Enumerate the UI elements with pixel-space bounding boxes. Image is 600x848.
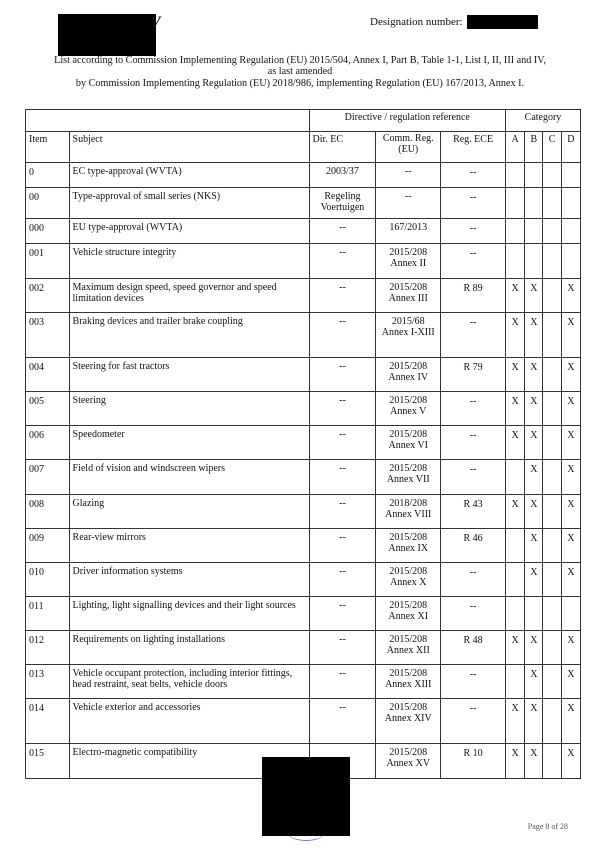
category-d-cell: X [561,460,580,495]
reg-ece-cell: -- [441,392,506,426]
table-row [26,495,581,529]
category-a-cell [505,188,524,219]
item-number-cell: 006 [26,426,70,460]
item-number-cell: 0 [26,163,70,188]
category-a-cell: X [505,495,524,529]
subject-cell: EC type-approval (WVTA) [69,163,309,188]
category-a-cell: X [505,744,524,779]
table-row [26,460,581,495]
subject-cell: Speedometer [69,426,309,460]
category-b-cell [525,597,543,631]
item-number-cell: 005 [26,392,70,426]
category-d-cell: X [561,744,580,779]
category-d-cell [561,244,580,279]
comm-reg-cell: 2015/208 Annex VI [376,426,441,460]
category-c-cell [543,563,561,597]
table-row [26,699,581,744]
category-d-cell [561,597,580,631]
category-d-cell: X [561,313,580,358]
table-row [26,597,581,631]
item-number-cell: 009 [26,529,70,563]
category-b-cell [525,163,543,188]
category-d-header: D [561,132,580,163]
category-d-cell [561,219,580,244]
comm-reg-cell: -- [376,163,441,188]
comm-reg-cell: 2015/208 Annex VII [376,460,441,495]
category-d-cell: X [561,529,580,563]
category-c-cell [543,529,561,563]
comm-reg-cell: 2015/208 Annex IX [376,529,441,563]
category-a-cell [505,460,524,495]
category-b-cell: X [525,529,543,563]
table-row [26,392,581,426]
category-group-header: Category [505,110,580,132]
category-a-cell [505,163,524,188]
regulation-table [25,109,581,779]
reg-ece-cell: R 43 [441,495,506,529]
comm-reg-cell: -- [376,188,441,219]
reg-ece-cell: -- [441,665,506,699]
reg-ece-cell: -- [441,163,506,188]
category-a-cell [505,244,524,279]
logo-fragment: V [150,14,161,31]
category-d-cell: X [561,563,580,597]
subject-cell: Rear-view mirrors [69,529,309,563]
dir-ec-cell: -- [309,563,376,597]
reg-ece-cell: -- [441,460,506,495]
item-number-cell: 000 [26,219,70,244]
item-number-cell: 012 [26,631,70,665]
category-a-header: A [505,132,524,163]
category-c-cell [543,244,561,279]
dir-ec-cell: -- [309,392,376,426]
category-d-cell: X [561,699,580,744]
dir-ec-cell: 2003/37 [309,163,376,188]
item-number-cell: 015 [26,744,70,779]
category-c-cell [543,358,561,392]
category-d-cell [561,163,580,188]
heading-line-1: List according to Commission Implementing Regulation (EU) 2015/504, Annex I, Part B, Table 1-1, List I, II, III and IV, [54,55,546,66]
category-a-cell: X [505,699,524,744]
category-a-cell [505,563,524,597]
table-row [26,163,581,188]
subject-cell: Requirements on lighting installations [69,631,309,665]
category-c-cell [543,163,561,188]
category-b-cell: X [525,279,543,313]
comm-reg-cell: 2018/208 Annex VIII [376,495,441,529]
category-d-cell: X [561,665,580,699]
reg-ece-cell: R 48 [441,631,506,665]
subject-cell: Glazing [69,495,309,529]
table-row [26,244,581,279]
category-b-cell: X [525,460,543,495]
subject-cell: Vehicle exterior and accessories [69,699,309,744]
category-b-cell [525,244,543,279]
category-d-cell: X [561,279,580,313]
comm-reg-cell: 2015/208 Annex II [376,244,441,279]
category-a-cell [505,529,524,563]
item-number-cell: 00 [26,188,70,219]
category-d-cell: X [561,358,580,392]
subject-cell: Driver information systems [69,563,309,597]
category-c-cell [543,699,561,744]
subject-cell: Braking devices and trailer brake coupling [69,313,309,358]
category-b-cell: X [525,495,543,529]
page-number: Page 8 of 28 [527,822,568,831]
comm-reg-cell: 2015/68 Annex I-XIII [376,313,441,358]
category-a-cell: X [505,358,524,392]
comm-reg-cell: 2015/208 Annex III [376,279,441,313]
blank-header-cell [26,110,310,132]
category-c-cell [543,495,561,529]
category-a-cell [505,219,524,244]
reg-ece-cell: -- [441,597,506,631]
dir-ec-cell: -- [309,665,376,699]
category-c-cell [543,460,561,495]
item-number-cell: 002 [26,279,70,313]
subject-cell: EU type-approval (WVTA) [69,219,309,244]
category-b-cell [525,219,543,244]
table-row [26,219,581,244]
redacted-logo [58,14,156,56]
table-row [26,279,581,313]
table-row [26,563,581,597]
item-number-cell: 013 [26,665,70,699]
category-d-cell: X [561,426,580,460]
dir-ec-cell: -- [309,529,376,563]
subject-cell: Electro-magnetic compatibility [69,744,309,779]
comm-reg-cell: 2015/208 Annex V [376,392,441,426]
document-heading [22,55,578,89]
category-a-cell: X [505,313,524,358]
table-row [26,665,581,699]
reg-ece-cell: R 89 [441,279,506,313]
item-number-cell: 004 [26,358,70,392]
category-a-cell [505,665,524,699]
reg-ece-cell: -- [441,313,506,358]
dir-ec-cell: -- [309,426,376,460]
dir-ec-cell: -- [309,597,376,631]
reg-ece-cell: -- [441,244,506,279]
category-b-cell: X [525,699,543,744]
dir-ec-cell: -- [309,313,376,358]
table-row [26,529,581,563]
category-b-cell: X [525,665,543,699]
category-c-cell [543,631,561,665]
dir-ec-cell: -- [309,219,376,244]
reg-ece-cell: -- [441,188,506,219]
table-row [26,358,581,392]
table-row [26,188,581,219]
category-c-cell [543,279,561,313]
reference-group-header: Directive / regulation reference [309,110,505,132]
reg-ece-cell: -- [441,563,506,597]
item-number-cell: 008 [26,495,70,529]
column-header-row [26,132,581,163]
category-c-cell [543,426,561,460]
table-row [26,313,581,358]
category-d-cell [561,188,580,219]
category-c-cell [543,219,561,244]
category-a-cell: X [505,631,524,665]
comm-reg-cell: 2015/208 Annex XIII [376,665,441,699]
category-b-cell: X [525,392,543,426]
category-d-cell: X [561,631,580,665]
category-d-cell: X [561,392,580,426]
redacted-signature [262,757,350,836]
category-a-cell: X [505,426,524,460]
dir-ec-cell: -- [309,699,376,744]
category-c-cell [543,188,561,219]
item-column-header: Item [26,132,70,163]
reg-ece-cell: R 10 [441,744,506,779]
dir-ec-cell: -- [309,244,376,279]
subject-cell: Steering for fast tractors [69,358,309,392]
comm-reg-cell: 2015/208 Annex X [376,563,441,597]
dir-ec-cell: -- [309,358,376,392]
subject-cell: Vehicle occupant protection, including interior fittings, head restraint, seat belts, vehicle doors [69,665,309,699]
comm-reg-cell: 167/2013 [376,219,441,244]
reg-ece-column-header: Reg. ECE [441,132,506,163]
dir-ec-cell: -- [309,495,376,529]
designation-number-label: Designation number: [370,16,463,28]
item-number-cell: 001 [26,244,70,279]
heading-line-2: as last amended [267,66,333,78]
category-b-cell [525,188,543,219]
category-b-header: B [525,132,543,163]
dir-ec-cell: -- [309,460,376,495]
comm-reg-cell: 2015/208 Annex IV [376,358,441,392]
subject-cell: Steering [69,392,309,426]
reg-ece-cell: R 79 [441,358,506,392]
category-b-cell: X [525,313,543,358]
redacted-designation-number [467,15,538,29]
reg-ece-cell: R 46 [441,529,506,563]
category-a-cell: X [505,392,524,426]
subject-cell: Vehicle structure integrity [69,244,309,279]
comm-reg-cell: 2015/208 Annex XV [376,744,441,779]
subject-cell: Maximum design speed, speed governor and speed limitation devices [69,279,309,313]
category-c-cell [543,597,561,631]
category-a-cell: X [505,279,524,313]
reg-ece-cell: -- [441,699,506,744]
category-c-cell [543,744,561,779]
dir-ec-column-header: Dir. EC [309,132,376,163]
comm-reg-cell: 2015/208 Annex XII [376,631,441,665]
category-b-cell: X [525,631,543,665]
item-number-cell: 007 [26,460,70,495]
stamp-edge [288,826,324,841]
table-row [26,631,581,665]
category-d-cell: X [561,495,580,529]
category-c-cell [543,665,561,699]
comm-reg-column-header: Comm. Reg. (EU) [376,132,441,163]
subject-cell: Type-approval of small series (NKS) [69,188,309,219]
reg-ece-cell: -- [441,426,506,460]
category-b-cell: X [525,563,543,597]
category-b-cell: X [525,744,543,779]
category-c-cell [543,313,561,358]
subject-cell: Lighting, light signalling devices and their light sources [69,597,309,631]
category-a-cell [505,597,524,631]
comm-reg-cell: 2015/208 Annex XIV [376,699,441,744]
subject-cell: Field of vision and windscreen wipers [69,460,309,495]
dir-ec-cell: Regeling Voertuigen [309,188,376,219]
item-number-cell: 011 [26,597,70,631]
category-b-cell: X [525,426,543,460]
item-number-cell: 003 [26,313,70,358]
subject-column-header: Subject [69,132,309,163]
category-c-cell [543,392,561,426]
group-header-row [26,110,581,132]
table-row [26,426,581,460]
dir-ec-cell: -- [309,279,376,313]
item-number-cell: 014 [26,699,70,744]
dir-ec-cell: -- [309,631,376,665]
reg-ece-cell: -- [441,219,506,244]
category-b-cell: X [525,358,543,392]
heading-line-3: by Commission Implementing Regulation (EU) 2018/986, implementing Regulation (EU) 167/2013, Annex I. [75,77,525,89]
item-number-cell: 010 [26,563,70,597]
comm-reg-cell: 2015/208 Annex XI [376,597,441,631]
category-c-header: C [543,132,561,163]
